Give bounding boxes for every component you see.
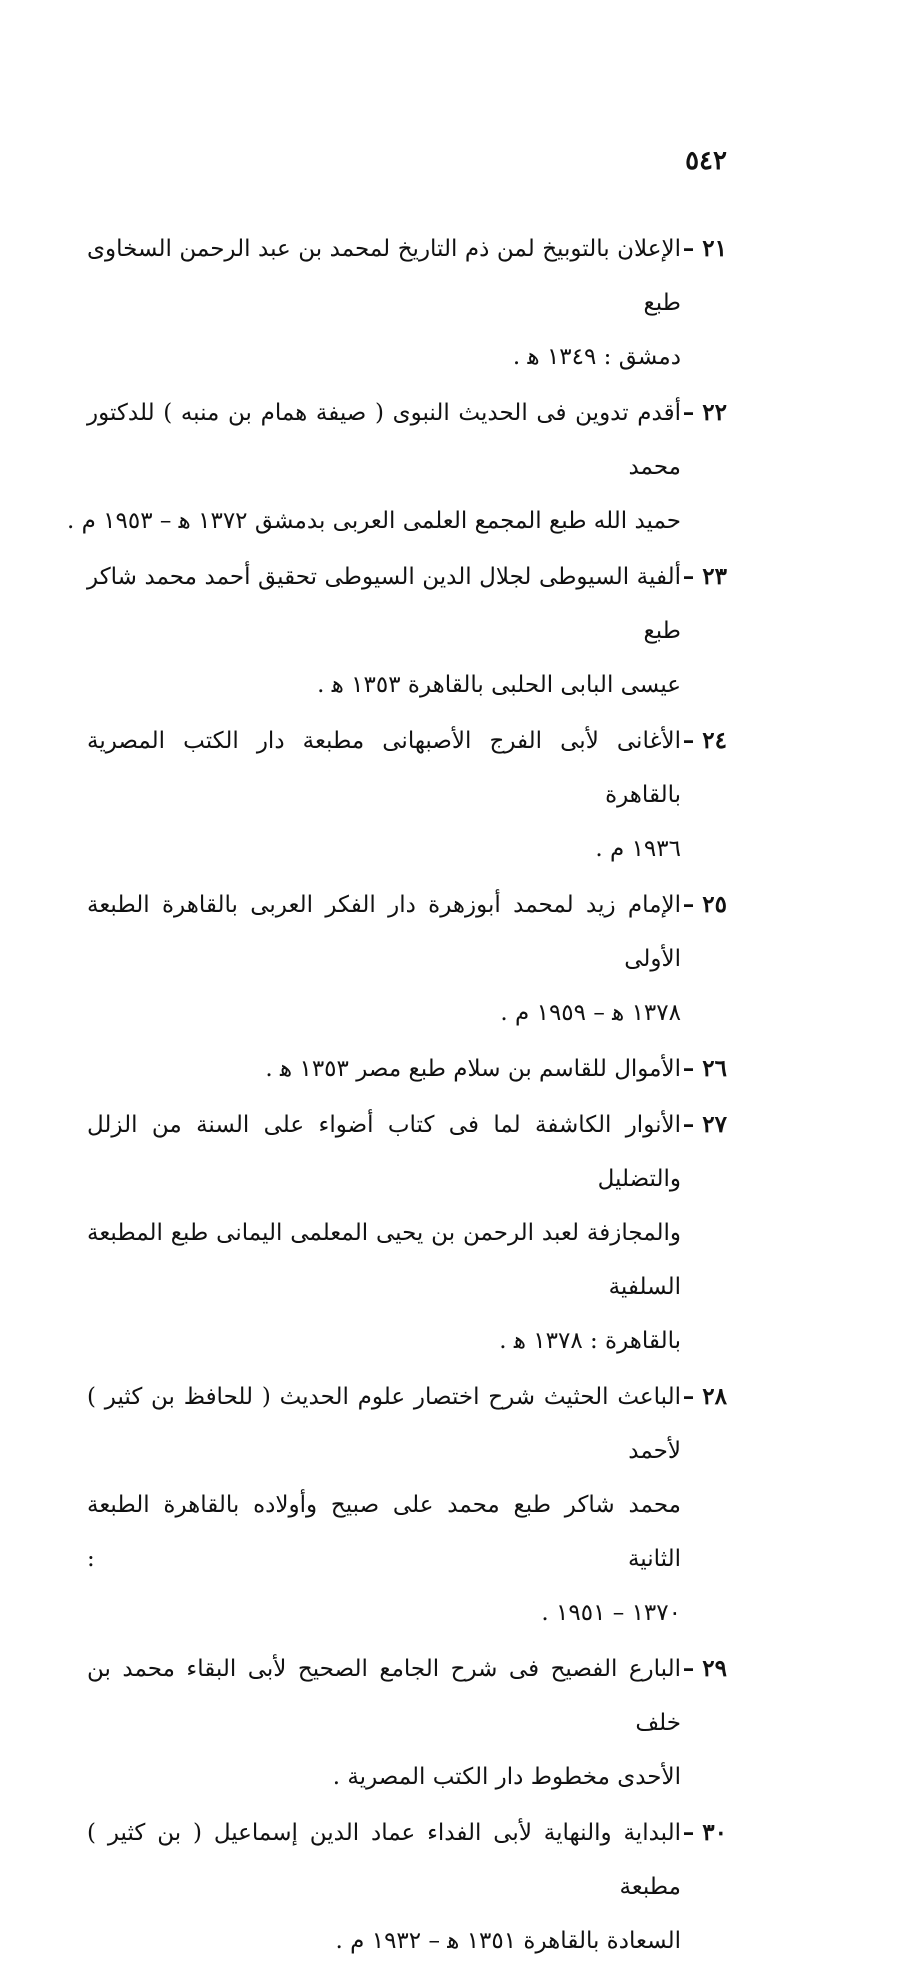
reference-line: الباعث الحثيث شرح اختصار علوم الحديث ( للحافظ بن كثير ) لأحمد [87, 1384, 681, 1464]
reference-line: أقدم تدوين فى الحديث النبوى ( صيفة همام بن منبه ) للدكتور محمد [87, 400, 681, 480]
reference-line: البارع الفصيح فى شرح الجامع الصحيح لأبى البقاء محمد بن خلف [87, 1656, 681, 1736]
reference-entry [87, 1806, 727, 1968]
reference-line: ١٩٣٦ م . [595, 836, 681, 862]
reference-entry [87, 550, 727, 712]
reference-entry [87, 1370, 727, 1640]
reference-line: الأحدى مخطوط دار الكتب المصرية . [332, 1764, 681, 1790]
reference-number: ٣٠ – [682, 1819, 727, 1846]
reference-number: ٢٧ – [682, 1111, 727, 1138]
reference-line: الإعلان بالتوبيخ لمن ذم التاريخ لمحمد بن عبد الرحمن السخاوى طبع [87, 236, 681, 316]
reference-line: الأغانى لأبى الفرج الأصبهانى مطبعة دار الكتب المصرية بالقاهرة [87, 728, 681, 808]
reference-number: ٢٨ – [682, 1383, 727, 1410]
reference-number: ٢٢ – [682, 399, 727, 426]
reference-line: محمد شاكر طبع محمد على صبيح وأولاده بالقاهرة الطبعة الثانية : [87, 1492, 681, 1572]
reference-entry [87, 714, 727, 876]
reference-number: ٢٣ – [682, 563, 727, 590]
reference-line: الأنوار الكاشفة لما فى كتاب أضواء على السنة من الزلل والتضليل [87, 1112, 681, 1192]
reference-entry [87, 1642, 727, 1804]
reference-list [66, 222, 727, 1970]
page-number: ٥٤٢ [685, 146, 727, 176]
reference-entry [87, 1042, 727, 1096]
reference-line: الأموال للقاسم بن سلام طبع مصر ١٣٥٣ ﻫ . [265, 1056, 681, 1082]
reference-entry [66, 386, 727, 548]
reference-number: ٢٩ – [682, 1655, 727, 1682]
reference-entry [87, 1098, 727, 1368]
reference-number: ٢٥ – [682, 891, 727, 918]
reference-number: ٢٦ – [682, 1055, 727, 1082]
reference-line: ١٣٧٠ – ١٩٥١ . [541, 1600, 681, 1626]
reference-line: عيسى البابى الحلبى بالقاهرة ١٣٥٣ ﻫ . [317, 672, 681, 698]
reference-entry [87, 878, 727, 1040]
reference-line: البداية والنهاية لأبى الفداء عماد الدين إسماعيل ( بن كثير ) مطبعة [87, 1820, 681, 1900]
reference-line: بالقاهرة : ١٣٧٨ ﻫ . [499, 1328, 681, 1354]
reference-line: ألفية السيوطى لجلال الدين السيوطى تحقيق أحمد محمد شاكر طبع [87, 564, 681, 644]
reference-line: والمجازفة لعبد الرحمن بن يحيى المعلمى اليمانى طبع المطبعة السلفية [87, 1220, 681, 1300]
reference-entry [87, 222, 727, 384]
reference-line: حميد الله طبع المجمع العلمى العربى بدمشق ١٣٧٢ ﻫ – ١٩٥٣ م . [66, 508, 681, 534]
reference-line: ١٣٧٨ ﻫ – ١٩٥٩ م . [500, 1000, 681, 1026]
reference-line: السعادة بالقاهرة ١٣٥١ ﻫ – ١٩٣٢ م . [335, 1928, 681, 1954]
reference-number: ٢٤ – [682, 727, 727, 754]
reference-number: ٢١ – [682, 235, 727, 262]
reference-line: الإمام زيد لمحمد أبوزهرة دار الفكر العربى بالقاهرة الطبعة الأولى [87, 892, 681, 972]
reference-line: دمشق : ١٣٤٩ ﻫ . [512, 344, 681, 370]
